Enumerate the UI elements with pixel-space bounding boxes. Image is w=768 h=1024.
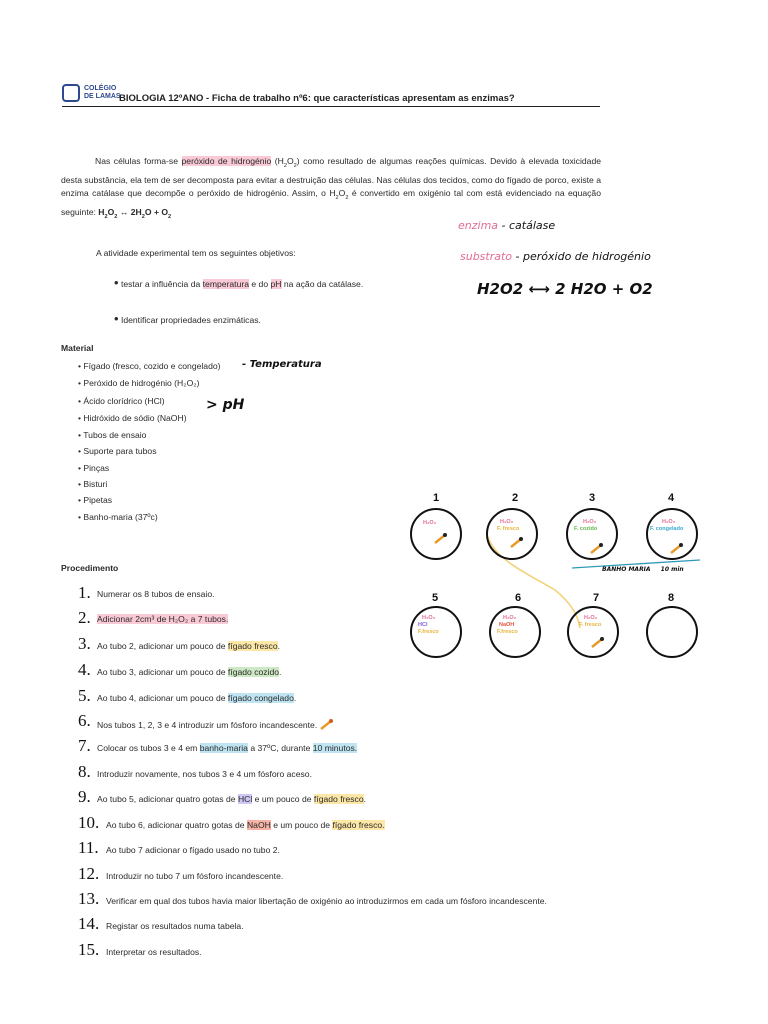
- tube-2: [486, 508, 538, 560]
- step-number: 4.: [78, 660, 91, 679]
- step-number: 13.: [78, 889, 100, 908]
- tube-4-contents: H₂O₂: [662, 519, 676, 525]
- subscript: 2: [141, 213, 145, 220]
- tube-4: [646, 508, 698, 560]
- procedure-heading: Procedimento: [61, 563, 119, 573]
- note-ph: > pH: [206, 397, 245, 413]
- objective-2-text: Identificar propriedades enzimáticas.: [120, 315, 261, 325]
- step-number: 9.: [78, 787, 91, 806]
- objective-1: [114, 275, 363, 290]
- eq-part: O: [107, 206, 115, 217]
- note-substrate-word: substrato: [460, 250, 513, 263]
- intro-text-6: é convertido em oxigénio tal com está evidenciado na equação seguinte:: [61, 188, 601, 217]
- tube-5-contents: HCl: [418, 622, 428, 628]
- objective-2: [114, 311, 261, 326]
- subscript: 2: [104, 213, 108, 220]
- step-3-text: Ao tubo 2, adicionar um pouco de: [97, 641, 226, 651]
- intro-text-5: O: [338, 188, 346, 198]
- material-item: • Banho-maria (37ºc): [78, 512, 158, 522]
- material-heading: Material: [61, 343, 94, 353]
- match-icon: [510, 536, 524, 548]
- tube-1: [410, 508, 462, 560]
- material-item: • Fígado (fresco, cozido e congelado): [78, 361, 221, 371]
- step-10-text: e um pouco de: [273, 820, 331, 830]
- subscript: 2: [335, 195, 339, 201]
- step-6-text: Nos tubos 1, 2, 3 e 4 introduzir um fósforo incandescente.: [97, 720, 318, 730]
- intro-text-3: O: [286, 156, 294, 166]
- step-4: Ao tubo 3, adicionar um pouco de fígado cozido.: [97, 667, 282, 677]
- bullet-icon: •: [114, 275, 119, 290]
- step-9-text: e um pouco de: [254, 794, 312, 804]
- objective-1-text: e do: [251, 279, 269, 289]
- step-8: Introduzir novamente, nos tubos 3 e 4 um fósforo aceso.: [97, 769, 312, 779]
- step-number: 2.: [78, 608, 91, 627]
- highlight-ph: pH: [270, 279, 282, 289]
- water-bath-time: 10 min: [660, 566, 684, 573]
- step-13: Verificar em qual dos tubos havia maior libertação de oxigénio ao introduzirmos em cada um fósforo incandescente.: [106, 896, 547, 906]
- match-icon: [434, 532, 448, 544]
- highlight-frozen-liver: fígado congelado: [227, 693, 294, 703]
- tube-label-7: 7: [593, 592, 600, 604]
- objective-1-text: na ação da catálase.: [283, 279, 364, 289]
- step-number: 14.: [78, 914, 100, 933]
- subscript: 2: [345, 195, 349, 201]
- intro-paragraph: [61, 155, 601, 224]
- bullet-icon: •: [114, 311, 119, 326]
- tube-5-contents: H₂O₂: [422, 615, 436, 621]
- step-number: 12.: [78, 864, 100, 883]
- step-14: Registar os resultados numa tabela.: [106, 921, 244, 931]
- step-3: Ao tubo 2, adicionar um pouco de fígado fresco.: [97, 641, 280, 651]
- step-number: 15.: [78, 940, 100, 959]
- step-number: 10.: [78, 813, 100, 832]
- eq-part: ↔ 2H: [117, 206, 142, 217]
- material-item: • Suporte para tubos: [78, 446, 157, 456]
- logo-text: COLÉGIO DE LAMAS: [84, 85, 121, 100]
- tube-7-contents: F. fresco: [579, 622, 602, 628]
- subscript: 2: [114, 213, 118, 220]
- step-7-text: Colocar os tubos 3 e 4 em: [97, 743, 198, 753]
- highlight-naoh: NaOH: [246, 820, 271, 830]
- material-item: • Pinças: [78, 463, 110, 473]
- match-icon: [320, 718, 334, 730]
- step-number: 3.: [78, 634, 91, 653]
- highlight-cooked-liver: fígado cozido: [227, 667, 280, 677]
- step-number: 5.: [78, 686, 91, 705]
- highlight-fresh-liver: fígado fresco.: [332, 820, 385, 830]
- step-15: Interpretar os resultados.: [106, 947, 202, 957]
- tube-label-6: 6: [515, 592, 522, 604]
- tube-3-contents: H₂O₂: [583, 519, 597, 525]
- header-divider: [62, 106, 600, 107]
- note-substrate: [460, 250, 651, 263]
- tube-3-contents: F. cozido: [574, 526, 598, 532]
- highlight-temperature: temperatura: [202, 279, 249, 289]
- tube-7-contents: H₂O₂: [584, 615, 598, 621]
- step-7-text: a 37ºC, durante: [250, 743, 311, 753]
- objective-1-text: testar a influência da: [120, 279, 201, 289]
- match-icon: [591, 636, 605, 648]
- tube-2-contents: H₂O₂: [500, 519, 514, 525]
- document-title: BIOLOGIA 12ºANO - Ficha de trabalho nº6: que características apresentam as enzimas?: [119, 93, 515, 104]
- step-2: Adicionar 2cm³ de H₂O₂ a 7 tubos.: [97, 614, 229, 624]
- tube-6: [489, 606, 541, 658]
- highlight-hcl: HCl: [237, 794, 253, 804]
- intro-text-1: Nas células forma-se: [95, 156, 178, 166]
- step-6: [97, 718, 334, 730]
- water-bath-label: BANHO MARIA: [602, 566, 651, 573]
- intro-text-2: (H: [274, 156, 284, 166]
- step-7: [97, 743, 357, 753]
- tube-label-1: 1: [433, 492, 440, 504]
- material-item: • Bisturi: [78, 479, 108, 489]
- step-10: [106, 820, 385, 830]
- tube-7: [567, 606, 619, 658]
- tube-2-contents: F. fresco: [497, 526, 520, 532]
- material-item: • Hidróxido de sódio (NaOH): [78, 413, 187, 423]
- step-number: 1.: [78, 583, 91, 602]
- note-enzyme: [458, 219, 555, 232]
- objectives-intro: A atividade experimental tem os seguintes objetivos:: [96, 248, 296, 258]
- step-number: 8.: [78, 762, 91, 781]
- step-12: Introduzir no tubo 7 um fósforo incandescente.: [106, 871, 284, 881]
- tube-6-contents: F.fresco: [497, 629, 518, 635]
- water-bath-note: [602, 566, 684, 573]
- highlight-fresh-liver: fígado fresco: [227, 641, 278, 651]
- highlight-ten-minutes: 10 minutos.: [312, 743, 358, 753]
- step-5-text: Ao tubo 4, adicionar um pouco de: [97, 693, 226, 703]
- tube-8: [646, 606, 698, 658]
- school-logo: [62, 84, 121, 104]
- subscript: 2: [283, 163, 287, 169]
- tube-3: [566, 508, 618, 560]
- tube-1-contents: H₂O₂: [423, 520, 437, 526]
- material-item: • Peróxido de hidrogénio (H₂O₂): [78, 378, 200, 388]
- tube-5: [410, 606, 462, 658]
- step-4-text: Ao tubo 3, adicionar um pouco de: [97, 667, 226, 677]
- intro-text-4: ) como resultado de algumas reações químicas. Devido à elevada toxicidade desta substância, ela tem de ser decomposta para evitar a destruição das células. Nas células dos tecidos, como do fígado de porco, existe a enzima catálase que decompõe o peróxido de hidrogénio. Assim, o H: [61, 156, 601, 198]
- tube-6-contents: NaOH: [499, 622, 515, 628]
- step-5: Ao tubo 4, adicionar um pouco de fígado congelado.: [97, 693, 297, 703]
- material-item: • Ácido clorídrico (HCl): [78, 396, 165, 406]
- tube-label-8: 8: [668, 592, 675, 604]
- step-9-text: Ao tubo 5, adicionar quatro gotas de: [97, 794, 236, 804]
- tube-label-3: 3: [589, 492, 596, 504]
- note-temperature: - Temperatura: [242, 359, 322, 370]
- note-equation: H2O2 ⟷ 2 H2O + O2: [477, 280, 653, 298]
- step-10-text: Ao tubo 6, adicionar quatro gotas de: [106, 820, 245, 830]
- step-9: Ao tubo 5, adicionar quatro gotas de HCl e um pouco de fígado fresco.: [97, 794, 366, 804]
- step-11: Ao tubo 7 adicionar o fígado usado no tubo 2.: [106, 845, 280, 855]
- highlight-fresh-liver: fígado fresco: [313, 794, 364, 804]
- tube-6-contents: H₂O₂: [503, 615, 517, 621]
- note-substrate-value: - peróxido de hidrogénio: [515, 250, 651, 263]
- highlight-water-bath: banho-maria: [199, 743, 248, 753]
- tube-5-contents: F.fresco: [418, 629, 439, 635]
- tube-label-4: 4: [668, 492, 675, 504]
- step-number: 7.: [78, 736, 91, 755]
- logo-icon: [62, 84, 80, 102]
- material-item: • Tubos de ensaio: [78, 430, 147, 440]
- tube-4-contents: F. congelado: [650, 526, 684, 532]
- chemical-equation: [98, 206, 172, 220]
- note-enzyme-value: - catálase: [501, 219, 556, 232]
- tube-label-5: 5: [432, 592, 439, 604]
- eq-part: H: [98, 206, 105, 217]
- match-icon: [590, 542, 604, 554]
- tube-label-2: 2: [512, 492, 519, 504]
- step-number: 11.: [78, 838, 99, 857]
- note-enzyme-word: enzima: [458, 219, 499, 232]
- step-1: Numerar os 8 tubos de ensaio.: [97, 589, 215, 599]
- subscript: 2: [168, 213, 172, 220]
- subscript: 2: [293, 163, 297, 169]
- material-item: • Pipetas: [78, 495, 113, 505]
- eq-part: O + O: [144, 206, 169, 217]
- match-icon: [670, 542, 684, 554]
- step-number: 6.: [78, 711, 91, 730]
- highlight-peroxide: peróxido de hidrogénio: [181, 156, 272, 166]
